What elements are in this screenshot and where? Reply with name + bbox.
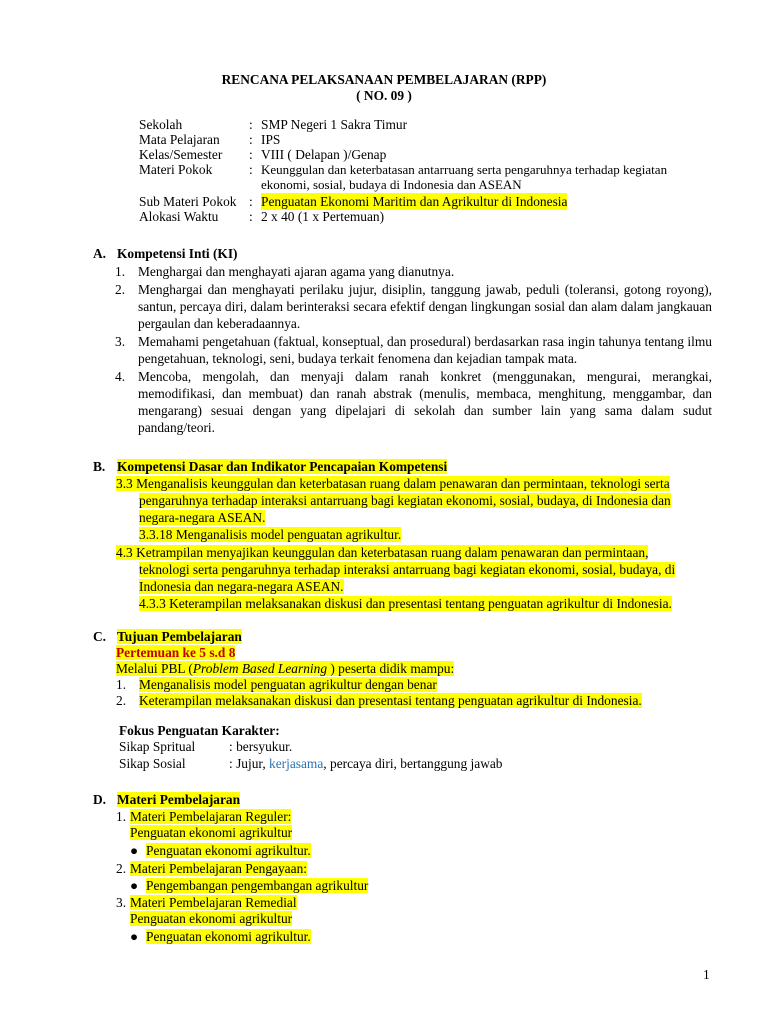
attitude-value-highlight: kerjasama [269,756,324,771]
attitude-value: : bersyukur. [229,739,293,754]
item-heading: Materi Pembelajaran Pengayaan: [130,861,307,876]
document-number: ( NO. 09 ) [356,88,412,103]
bullet-dot-icon: ● [130,929,139,944]
page-number: 1 [703,967,710,982]
bullet-dot-icon: ● [130,843,139,858]
identity-colon: : [249,162,253,177]
indicator-text: 4.3.3 Keterampilan melaksanakan diskusi dan presentasi tentang penguatan agrikultur di Indonesia. [139,596,672,611]
kd-text: teknologi serta pengaruhnya terhadap interaksi antarruang bagi kegiatan ekonomi, sosial, budaya, di [139,562,676,577]
identity-row [139,146,739,161]
bullet-text: Penguatan ekonomi agrikultur. [146,929,311,944]
kd-code: 3.3 [116,476,133,491]
section-b-heading [93,458,447,475]
identity-value: SMP Negeri 1 Sakra Timur [261,117,408,132]
section-letter: D. [93,792,107,807]
item-number: 2. [116,861,127,876]
identity-table [139,116,739,223]
section-d-heading [93,791,240,808]
objective-intro [116,660,454,677]
item-number: 2. [116,693,127,708]
bullet-item [116,842,716,860]
identity-label: Materi Pokok [139,162,213,177]
section-title: Tujuan Pembelajaran [117,629,242,644]
attitude-label: Sikap Spritual [119,739,196,754]
item-sub-text: Penguatan ekonomi agrikultur [130,825,293,840]
item-text: Menghargai dan menghayati perilaku jujur, disiplin, tanggung jawab, peduli (toleransi, gotong royong), santun, percaya diri, dalam berinteraksi secara efektif dengan lingkungan sosial dan alam dalam jangkauan pergaulan dan keberadaannya. [138,282,712,331]
identity-colon: : [249,117,253,132]
identity-colon: : [249,132,253,147]
identity-value-line2: ekonomi, sosial, budaya di Indonesia dan ASEAN [261,177,522,192]
identity-value: VIII ( Delapan )/Genap [261,147,387,162]
kd-text: Ketrampilan menyajikan keunggulan dan keterbatasan ruang dalam penawaran dan permintaan, [136,545,649,560]
item-number: 4. [115,369,126,384]
kd-text: negara-negara ASEAN. [139,510,266,525]
indicator-text: 3.3.18 Menganalisis model penguatan agrikultur. [139,527,402,542]
item-number: 3. [115,334,126,349]
identity-label: Sub Materi Pokok [139,194,237,209]
identity-value-line1: Keunggulan dan keterbatasan antarruang serta pengaruhnya terhadap kegiatan [261,162,668,177]
item-text: Menghargai dan menghayati ajaran agama yang dianutnya. [138,264,455,279]
section-title: Materi Pembelajaran [117,792,241,807]
section-letter: A. [93,246,107,261]
bullet-dot-icon: ● [130,878,139,893]
identity-label: Alokasi Waktu [139,209,219,224]
item-number: 1. [115,264,126,279]
item-text: Mencoba, mengolah, dan menyaji dalam ranah konkret (menggunakan, mengurai, merangkai, memodifikasi, dan membuat) dan ranah abstrak (menulis, membaca, menghitung, menggambar, dan mengarang) sesuai dengan yang dipelajari di sekolah dan sumber lain yang sama dalam sudut pandang/teori. [138,369,712,435]
item-text: Menganalisis model penguatan agrikultur dengan benar [139,677,437,692]
section-letter: B. [93,459,106,474]
list-item [116,808,716,824]
bullet-text: Penguatan ekonomi agrikultur. [146,843,311,858]
bullet-text: Pengembangan pengembangan agrikultur [146,878,369,893]
material-list [116,808,716,946]
kd-block-2 [116,544,716,612]
identity-row [139,116,739,131]
identity-row [139,193,739,208]
list-item [116,894,716,910]
list-item [116,860,716,877]
item-number: 3. [116,895,127,910]
item-number: 1. [116,677,127,692]
intro-text: Melalui PBL ( [116,661,193,676]
social-row [119,755,679,772]
kd-text: pengaruhnya terhadap interaksi antarruang bagi kegiatan ekonomi, sosial, budaya, di Indonesia dan [139,493,671,508]
kd-code: 4.3 [116,545,133,560]
section-title: Kompetensi Inti (KI) [117,246,238,261]
identity-colon: : [249,209,253,224]
item-number: 2. [115,282,126,297]
focus-title: Fokus Penguatan Karakter: [119,723,280,738]
identity-row [139,208,739,223]
list-item [115,368,712,436]
bullet-item [116,928,716,946]
list-item [115,263,712,280]
identity-colon: : [249,194,253,209]
identity-colon: : [249,147,253,162]
list-item [115,281,712,332]
item-heading: Materi Pembelajaran Remedial [130,895,297,910]
identity-row [139,131,739,146]
identity-value: Penguatan Ekonomi Maritim dan Agrikultur di Indonesia [261,194,568,209]
intro-text: ) peserta didik mampu: [327,661,455,676]
item-number: 1. [116,809,127,824]
identity-value: 2 x 40 (1 x Pertemuan) [261,209,385,224]
identity-row [139,161,739,193]
identity-label: Kelas/Semester [139,147,223,162]
identity-label: Mata Pelajaran [139,132,220,147]
item-text: Keterampilan melaksanakan diskusi dan presentasi tentang penguatan agrikultur di Indonesia. [139,693,642,708]
kd-text: Indonesia dan negara-negara ASEAN. [139,579,344,594]
section-letter: C. [93,629,107,644]
item-heading: Materi Pembelajaran Reguler: [130,809,292,824]
section-c-heading [93,628,242,645]
item-sub [116,910,716,927]
identity-label: Sekolah [139,117,183,132]
objective-list [116,676,716,708]
attitude-label: Sikap Sosial [119,756,186,771]
item-sub-text: Penguatan ekonomi agrikultur [130,911,293,926]
identity-value: IPS [261,132,281,147]
meeting-text: Pertemuan ke 5 s.d 8 [116,645,236,660]
kd-block-1 [116,475,716,543]
list-item [115,333,712,367]
item-text: Memahami pengetahuan (faktual, konseptual, dan prosedural) berdasarkan rasa ingin tahunya tentang ilmu pengetahuan, teknologi, seni, budaya terkait fenomena dan kejadian tampak mata. [138,334,712,366]
meeting-label [116,644,235,661]
list-item [116,692,716,708]
attitude-value: : Jujur, [229,756,270,771]
list-item [116,676,716,692]
spiritual-row [119,738,679,755]
section-title: Kompetensi Dasar dan Indikator Pencapaian Kompetensi [117,459,448,474]
intro-emphasis: Problem Based Learning [192,661,328,676]
attitude-value: , percaya diri, bertanggung jawab [323,756,503,771]
document-title: RENCANA PELAKSANAAN PEMBELAJARAN (RPP) [221,72,547,87]
kd-text: Menganalisis keunggulan dan keterbatasan ruang dalam penawaran dan permintaan, teknologi serta [136,476,670,491]
ki-list [115,263,712,436]
bullet-item [116,877,716,894]
item-sub [116,824,716,841]
section-a-heading [93,245,238,262]
